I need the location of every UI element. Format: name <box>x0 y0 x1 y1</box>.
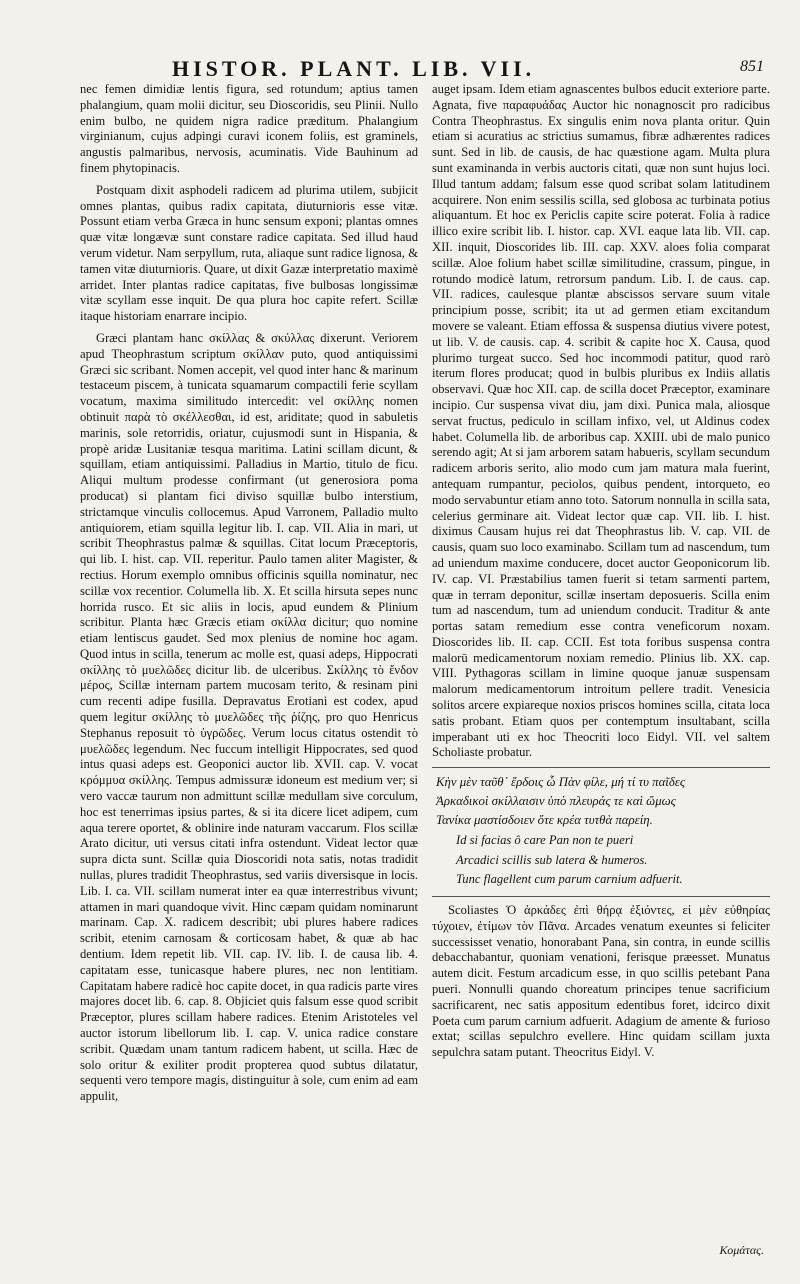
right-column <box>432 82 770 1224</box>
paragraph: nec femen dimidiæ lentis figura, sed rotundum; aptius tamen phalangium, quam molii dicitur, seu Dioscoridis, seu Plinii. Nullo enim bulbo, ne quidem nigra radice præditum. Phalangium virginianum, cujus adpingi curavi iconem foliis, est graminels, angustis palmaribus, nervosis, acuminatis. Vide Bauhinum ad finem phytopinacis. <box>80 82 418 175</box>
latin-verse-line: Tunc flagellent cum parum carnium adfuerit. <box>456 872 683 887</box>
left-column <box>80 82 418 1224</box>
latin-verse-line: Id si facias ô care Pan non te pueri <box>456 833 634 848</box>
latin-verse-line: Arcadici scillis sub latera & humeros. <box>456 852 648 867</box>
running-head: HISTOR. PLANT. LIB. VII. <box>172 56 536 81</box>
paragraph: Scoliastes Ὁ ἀρκάδες ἐπὶ θήρᾳ ἐξιόντες, εἰ μὲν εὐθηρίας τύχοιεν, ἐτίμων τὸν Πᾶνα. Arcades venatum exeuntes si feliciter successisset venatio, honorabant Pana, sin contra, in eunde scillis debacchabantur, quoniam venationi, ferisque præesset. Munatus autem dicit. Festum arcadicum esse, in quo scillis petebant Pana pueri. Nonnulli quando choreatum principes tenue sacrificium sacrificarent, nec satis appositum edentibus foret, idcirco dixit Poeta cum parum carnium adfuerit. Adagium de amente & furioso extat; scillas sepulchro evellere. Hinc quidam scillam juxta sepulchra satam putant. Theocritus Eidyl. V. <box>432 903 770 1060</box>
greek-verse-line: Τανίκα μαστίσδοιεν ὅτε κρέα τυτθὰ παρείη. <box>436 813 653 828</box>
page-header <box>80 56 770 82</box>
paragraph: Græci plantam hanc σκίλλας & σκύλλας dixerunt. Veriorem apud Theophrastum scriptum σκίλλαν puto, quod antiquissimi Græci sic scribant. Nomen accepit, vel quod inter hanc & marinum testaceum piscem, à tunicata squamarum compactili ferie scyllam vocatum, maxima similitudo intercedit: vel σκίλλης nomen obtinuit παρὰ τὸ σκέλλεσθαι, id est, ariditate; quod in sabuletis marinis, sole retorridis, oriatur, cujusmodi sunt in Hispania, & propè aridæ Lusitaniæ tesqua maritima. Latini scillam dicunt, & squillam, etiam antiquissimi. Palladius in Martio, titulo de ficu. Aliqui multum prodesse confirmant (ut generosiora poma producat) si plantam fici diviso squillæ bulbo interstium, strictamque vinculis collocemus. Apud Varronem, Palladio multo antiquiorem, etiam squilla legitur lib. I. cap. VII. Alia in mari, ut scribit Theophrastus palmæ & squillas. Citat locum Præceptoris, qui lib. I. hist. cap. VII. reperitur. Paulo tamen aliter Magister, & rectius. Horum exemplo omnibus officinis squilla nominatur, nec scillæ vox recentior. Columella lib. X. Et scilla hirsuta sepes nunc horrida rusco. Et sic aliis in locis, apud eundem & Plinium scribitur. Planta hæc Græcis etiam σκίλλα dicitur; quo nomine etiam lentiscus gaudet. Sed mox plenius de nomine hoc agam. Quod intus in scilla, tenerum ac molle est, quasi adeps, Hippocrati σκίλλης τὸ μυελῶδες dicitur lib. de ulceribus. Σκίλλης τὸ ἔνδον μέρος, Scillæ internam partem mucosam terito, & resinam pini cum recenti adipe fusilla. Depravatus Erotiani est codex, apud quem legitur σκίλλης τὸ μυελῶδες τῆς ῥίζης, pro quo Henricus Stephanus reposuit τὸ ὑγρῶδες. Verum locus citatus ostendit τὸ μυελῶδες legendum. Nec fuccum intelligit Hippocrates, sed quod intus quasi adeps est. Geoponici auctor lib. XVII. cap. V. vocat κρόμμυα σκίλλης. Tempus admissuræ idoneum est medium ver; si vero vaccæ taurum non admittunt scillæ medullam sive corculum, hoc est tenerrimas ipsius partes, & si ita dicere licet adipem, cum aqua terere oportet, & oblinire inde naturam vaccarum. Flos scillæ Arato dicitur, uti versus citati infra ostendunt. Videat lector quæ supra dicta sunt. Scillæ quia Dioscoridi nota satis, notas tradidit nullas, plures tradidit Theophrastus, sed variis diversisque in locis. Lib. I. ca. VII. scillam numerat inter ea quæ interrestribus vivunt; attamen in mari quandoque vivit. Hinc cæpam quidam nominarunt marinam. Cap. X. radicem describit; ubi plures habere radices scribit, etenim carnosam & corticosam habet, & quæ ab hac dentium. Idem repetit lib. VII. cap. IV. lib. I. de causa lib. 4. capitatam esse, tunicasque habere plures, nec non lentitiam. Capitatam habere radicè hoc capite docet, in qua radicis parte vires majores docet lib. 6. cap. 8. Objiciet quis falsum esse quod scribit Præceptor, plures scillam habere radices. Etenim Aristoteles vel auctor istorum libellorum lib. I. cap. V. unica radice constare scribit. Quædam unam tantum radicem habent, ut scilla. Hæc de solo oritur & exiliter prodit propterea quod subtus dilatatur, sequenti vero tempore magis, distinguitur à sole, cum enim ad eam appulit, <box>80 330 418 1104</box>
page-number: 851 <box>740 58 764 75</box>
paragraph: auget ipsam. Idem etiam agnascentes bulbos educit exteriore parte. Agnata, five παραφυάδας Auctor hic nonagnoscit pro radicibus Contra Theophrastus. Ex singulis enim nova planta oritur. Quin etiam si acuratius ac strictius sumamus, fibræ adhærentes radices sunt. Sed in lib. de causis, de hac quæstione agam. Multa plura sunt examinanda in verbis auctoris citati, quæ non sunt hujus loci. Illud tantum addam; falsum esse quod scribat solam latitudinem acquirere. Non enim sessilis scilla, sed globosa ac turbinata potius aliquantum. Et hoc ex Periclis capite scire poterat. Folia à radice illico exire scribit lib. I. histor. cap. XVI. eaque lata lib. VII. cap. XII. inquit, Dioscorides lib. III. cap. XXV. aloes folia comparat scillæ. Aloe folium habet scillæ similitudine, crassum, pingue, in rotundo modicè latum, retrorsum pandum. Lib. I. de caus. cap. VII. radices, caulesque plantæ abscissos servare suum vitale principium posse, scribit; ita ut ad germen etiam excitandum movere se valeant. Etiam effossa & suspensa diutius vivere potest, ut lib. V. de causis. cap. 4. scribit & capite hoc X. Causa, quod plurimo turgeat succo. Sed hoc incommodi patitur, quod rarò iterum flores producat; quod in bulbis pluribus ex Indiis allatis observavi. Quæ hoc XII. cap. de scilla docet Præceptor, examinare incipio. Cur suspensa vivat diu, jam dixi. Punica mala, aliosque servat fructus, pediculo in scillam infixo, vel, ut Aldinus codex habet. Columella lib. de arboribus cap. XXIII. ubi de malo punico serendo agit; At si jam arborem satam habueris, scyllam secundum radicem arboris serito, alio modo cum jam matura mala fuerint, antequam rumpantur, peciolos, quibus pendent, intorqueto, eo modo servabuntur etiam anno toto. Satorum nonnulla in scilla sata, celerius germinare ait. Videat lector quæ cap. VII. lib. I. hist. diximus Causam hujus rei dat Theophrastus lib. V. cap. VII. de causis, quam suo loco examinabo. Scillam tum ad nascendum, tum ad uniendum maxime conducere, docet auctor Geoponicorum lib. IV. cap. VI. Præstabilius tamen fuerit si tetam sarmenti partem, quæ in terram deponitur, scillæ insertam deposueris. Scilla enim tum ad nascendum, tum ad uniendum conducit. Traditur & ante portas satam remedium esse contra veneficorum noxam. Dioscorides lib. II. cap. CCII. Est tota foribus suspensa contra malorū medicamentorum noxiam remedio. Plinius lib. XX. cap. VIII. Pythagoras scillam in limine quoque januæ suspensam malorum medicamentorum introitum pellere tradit. Venesicia solitos arcere expiareque noxios priscos homines scilla, citata loca satis probant. Etiam quos per contemptum insultabant, scilla imperabant uti ex hoc Theocriti loco Eidyl. VII. vel saltem Scholiaste probatur. <box>432 82 770 760</box>
greek-verse-line: Ἀρκαδικοὶ σκίλλαισιν ὑπὸ πλευράς τε καὶ ὤμως <box>436 794 676 809</box>
text-columns <box>80 82 770 1224</box>
greek-verse-line: Κὴν μὲν ταῦθ᾽ ἔρδοις ὦ Πὰν φίλε, μή τί τυ παῖδες <box>436 775 686 790</box>
divider <box>432 767 770 768</box>
paragraph: Postquam dixit asphodeli radicem ad plurima utilem, subjicit omnes plantas, quibus radix capitata, diuturnioris esse vitæ. Possunt etiam verba Græca in hunc sensum exponi; plantas omnes quæ vitæ longævæ sunt constare radice capitata. Sed illud haud verum videtur. Nam serpyllum, ruta, aliaque sunt radice lignosa, & tamen vitæ diuturnioris. Quare, ut dixit Gazæ interpretatio maximè arridet. Inter plantas radice capitatas, five bulbosas longissimæ vitæ scyllam esse inquit. De qua plura hoc capite refert. Scillæ itaque historiam enarrare incipio. <box>80 182 418 324</box>
divider <box>432 896 770 897</box>
catchword: Κομάτας. <box>719 1243 764 1257</box>
verse-block <box>432 774 770 888</box>
